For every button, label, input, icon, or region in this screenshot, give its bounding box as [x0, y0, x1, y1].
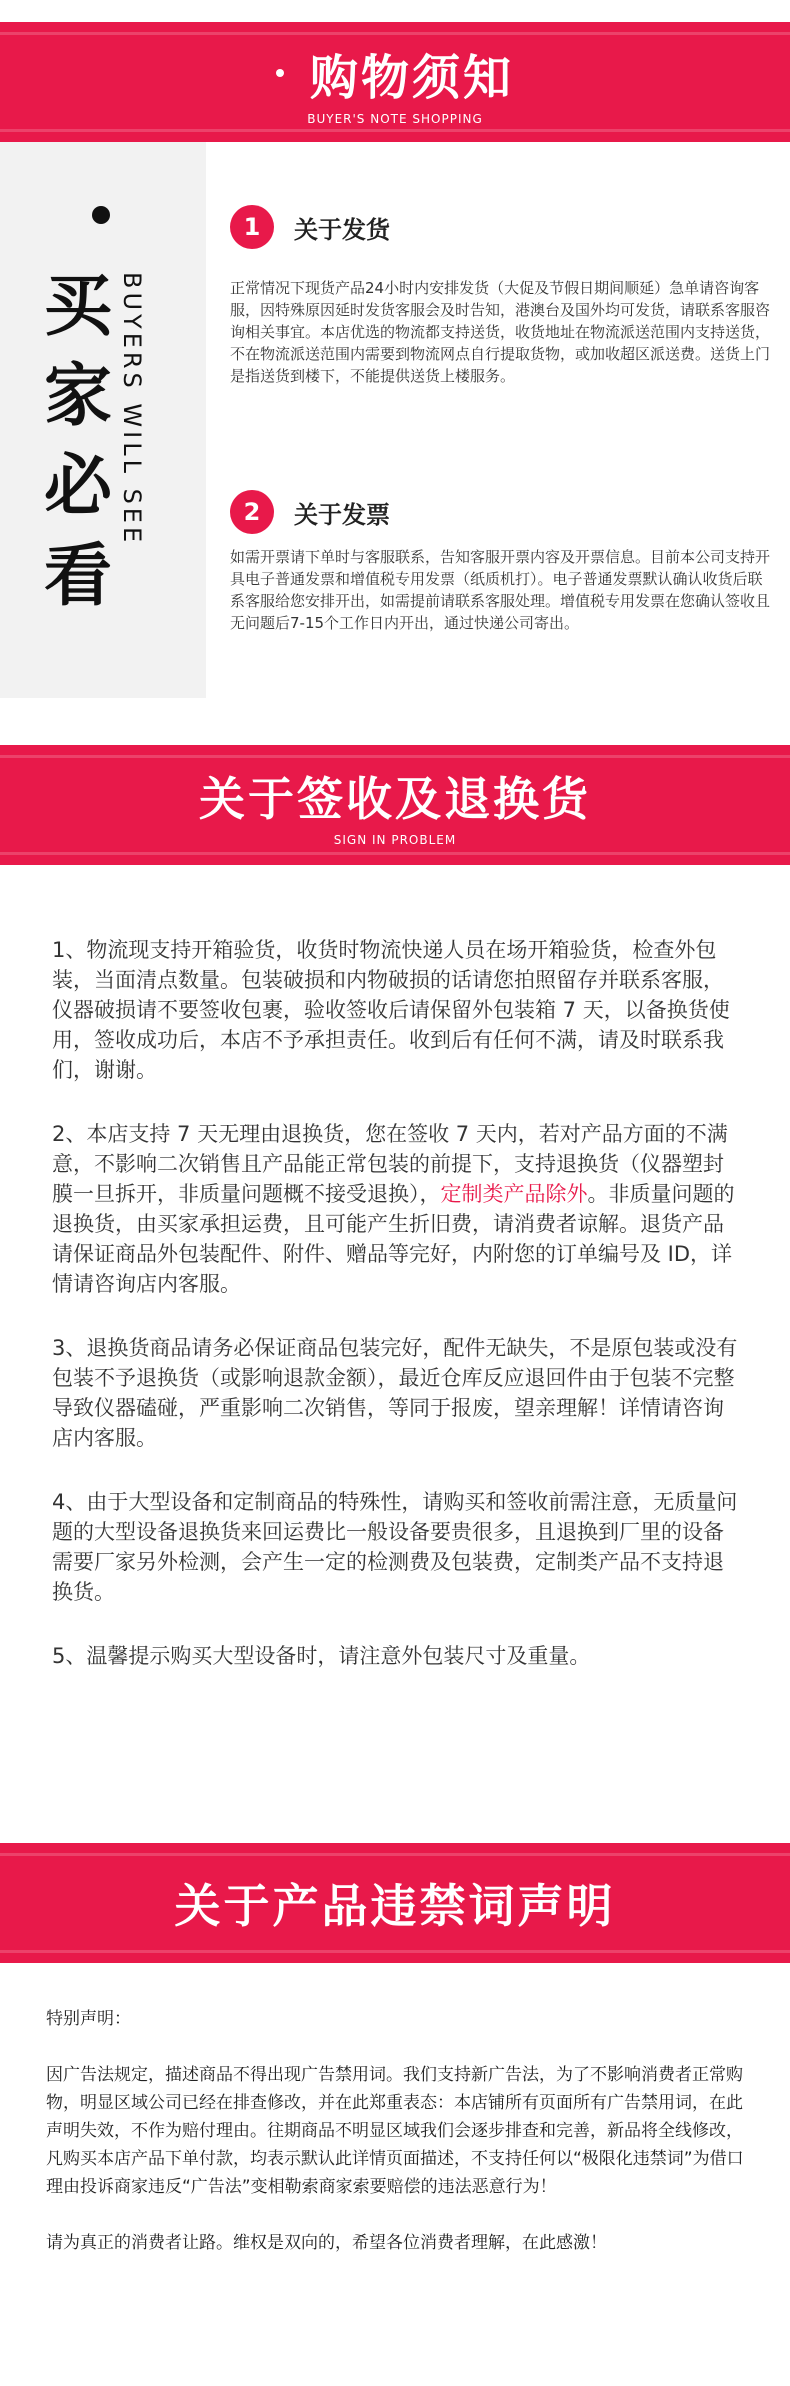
ban-banner-title: 关于产品违禁词声明	[174, 1879, 616, 1933]
statement-paragraph-1: 因广告法规定，描述商品不得出现广告禁用词。我们支持新广告法，为了不影响消费者正常购物，明显区域公司已经在排查修改，并在此郑重表态：本店铺所有页面所有广告禁用词，在此声明失效，不作为赔付理由。往期商品不明显区域我们会逐步排查和完善，新品将全线修改，凡购买本店产品下单付款，均表示默认此详情页面描述，不支持任何以“极限化违禁词”为借口理由投诉商家违反“广告法”变相勒索商家索要赔偿的违法恶意行为！	[46, 2065, 744, 2197]
rule-2-text-pre: 2、本店支持 7 天无理由退换货，您在签收 7 天内，若对产品方面的不满意，不影响二次销售且产品能正常包装的前提下，支持退换货（仪器塑封膜一旦拆开，非质量问题概不接受退换），	[52, 1122, 728, 1206]
rule-1: 1、物流现支持开箱验货，收货时物流快递人员在场开箱验货，检查外包装，当面清点数量。包装破损和内物破损的话请您拍照留存并联系客服，仪器破损请不要签收包裹，验收签收后请保留外包装箱 7 天，以备换货使用，签收成功后，本店不予承担责任。收到后有任何不满，请及时联系我们，谢谢。	[52, 938, 730, 1082]
statement-heading: 特别声明：	[46, 2009, 131, 2029]
sign-banner	[0, 745, 790, 865]
return-rules	[52, 935, 742, 1705]
item-title: 关于发票	[294, 500, 390, 529]
notice-banner-subtitle: BUYER'S NOTE SHOPPING	[307, 111, 483, 126]
rule-2	[52, 1119, 742, 1299]
rule-4: 4、由于大型设备和定制商品的特殊性，请购买和签收前需注意，无质量问题的大型设备退换货来回运费比一般设备要贵很多，且退换到厂里的设备需要厂家另外检测，会产生一定的检测费及包装费，定制类产品不支持退换货。	[52, 1490, 738, 1604]
bullet-dot-icon	[276, 69, 284, 77]
sign-banner-title: 关于签收及退换货	[199, 772, 591, 826]
side-title-en: BUYERS WILL SEE	[118, 272, 146, 547]
statement-paragraph-2: 请为真正的消费者让路。维权是双向的，希望各位消费者理解，在此感激！	[46, 2233, 607, 2253]
rule-2-highlight: 定制类产品除外	[440, 1182, 588, 1206]
item-title: 关于发货	[294, 215, 390, 244]
rule-3: 3、退换货商品请务必保证商品包装完好，配件无缺失，不是原包装或没有包装不予退换货（或影响退款金额），最近仓库反应退回件由于包装不完整导致仪器磕碰，严重影响二次销售，等同于报废，望亲理解！详情请咨询店内客服。	[52, 1336, 738, 1450]
item-number-badge: 2	[230, 490, 274, 534]
notice-item-shipping	[230, 205, 775, 387]
item-body: 正常情况下现货产品24小时内安排发货（大促及节假日期间顺延）急单请咨询客服，因特殊原因延时发货客服会及时告知，港澳台及国外均可发货，请联系客服咨询相关事宜。本店优选的物流都支持送货，收货地址在物流派送范围内支持送货，不在物流派送范围内需要到物流网点自行提取货物，或加收超区派送费。送货上门是指送货到楼下，不能提供送货上楼服务。	[230, 279, 771, 385]
side-title-cn: 买家必看	[43, 267, 112, 616]
statement	[46, 2005, 746, 2285]
item-number-badge: 1	[230, 205, 274, 249]
notice-item-invoice	[230, 490, 775, 634]
item-body: 如需开票请下单时与客服联系，告知客服开票内容及开票信息。目前本公司支持开具电子普通发票和增值税专用发票（纸质机打）。电子普通发票默认确认收货后联系客服给您安排开出，如需提前请联系客服处理。增值税专用发票在您确认签收且无问题后7-15个工作日内开出，通过快递公司寄出。	[230, 548, 771, 632]
side-panel	[0, 142, 206, 698]
rule-2-text-post: 。非质量问题的退换货，由买家承担运费，且可能产生折旧费，请消费者谅解。退货产品请保证商品外包装配件、附件、赠品等完好，内附您的订单编号及 ID，详情请咨询店内客服。	[52, 1182, 735, 1296]
ban-banner	[0, 1843, 790, 1963]
notice-banner-title: 购物须知	[309, 49, 514, 106]
notice-banner	[0, 22, 790, 142]
side-dot-icon	[92, 206, 110, 224]
sign-banner-subtitle: SIGN IN PROBLEM	[333, 833, 457, 847]
rule-5: 5、温馨提示购买大型设备时，请注意外包装尺寸及重量。	[52, 1644, 591, 1668]
